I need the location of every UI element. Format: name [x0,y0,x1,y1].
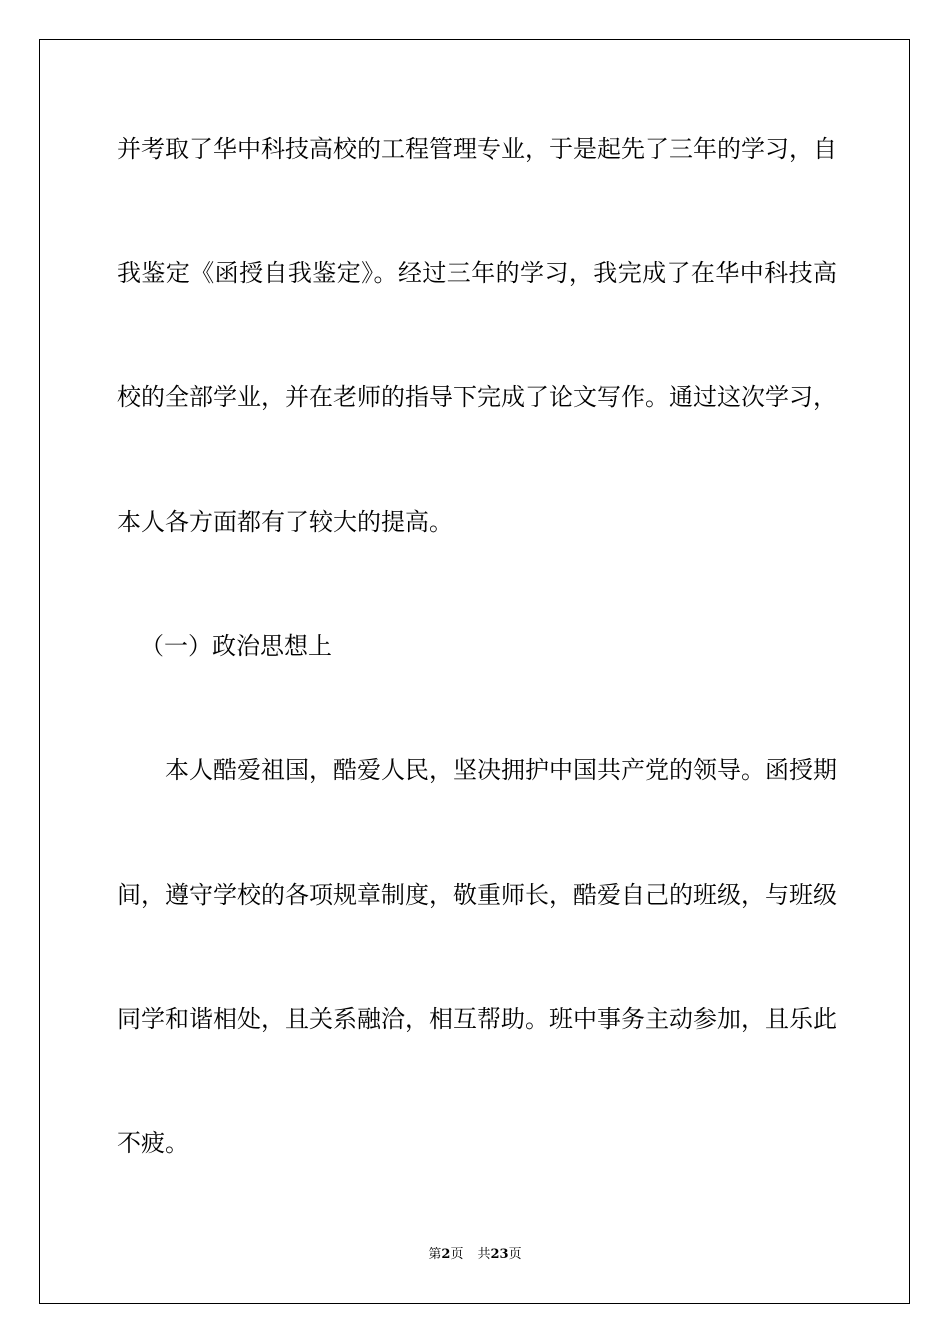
section-heading: （一）政治思想上 [140,632,332,660]
page-footer [0,1246,950,1264]
paragraph-1-line-4: 本人各方面都有了较大的提高。 [117,508,453,536]
paragraph-2-line-1: 本人酷爱祖国，酷爱人民，坚决拥护中国共产党的领导。函授期 [165,756,837,784]
paragraph-2-line-2: 间，遵守学校的各项规章制度，敬重师长，酷爱自己的班级，与班级 [117,881,837,909]
footer-page-number: 2 [441,1247,451,1262]
paragraph-2-line-3: 同学和谐相处，且关系融洽，相互帮助。班中事务主动参加，且乐此 [117,1005,837,1033]
paragraph-1-line-2: 我鉴定《函授自我鉴定》。经过三年的学习，我完成了在华中科技高 [117,259,837,287]
paragraph-1-line-3: 校的全部学业，并在老师的指导下完成了论文写作。通过这次学习， [117,383,837,411]
paragraph-2-line-4: 不疲。 [117,1129,189,1157]
paragraph-1-line-1: 并考取了华中科技高校的工程管理专业，于是起先了三年的学习，自 [117,135,837,163]
footer-total-pages: 23 [490,1247,509,1262]
footer-page-prefix: 第 [428,1247,442,1262]
footer-page-suffix: 页 [450,1247,464,1262]
footer-total-prefix: 共 [477,1247,491,1262]
page-border [39,39,910,1304]
footer-total-suffix: 页 [508,1247,522,1262]
